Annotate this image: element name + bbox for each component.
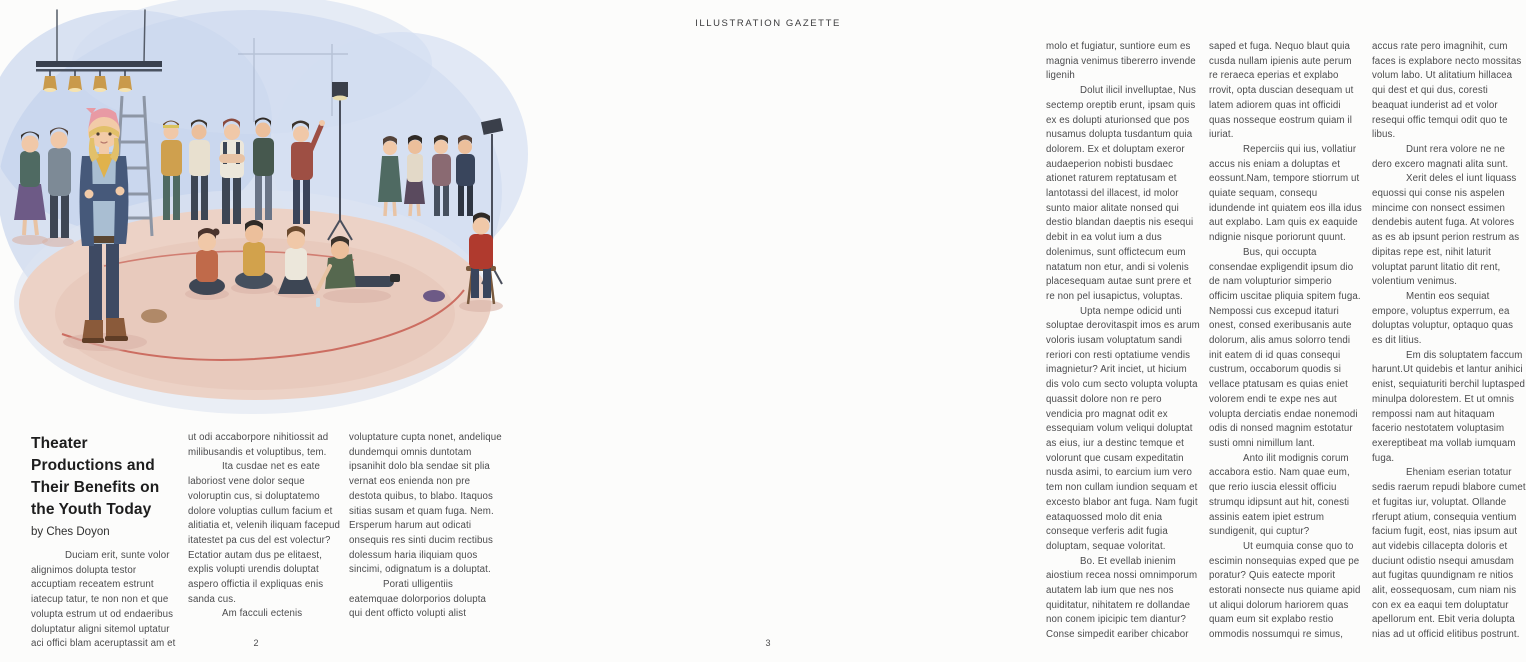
article-byline: by Ches Doyon: [31, 526, 110, 538]
article-title: Theater Productions and Their Benefits on the Youth Today: [31, 435, 160, 518]
paragraph: Xerit deles el iunt liquass equossi qui conse nis aspelen mincime con nonsect essimen dendebis autent fuga. At volores as es ab ipsunt perion restrum as dipitas repe est, nihit laturit voluptat parunt litatio dit rent, volentium venimus.: [1372, 173, 1520, 288]
paragraph: Ut eumquia conse quo to escimin nonsequias exped que pe poratur? Quis eatecte mporit estorati nonsecte nus quiame apid ut aliqui dolorum hariorem quas quam eum sit explabo restio ommodis nossumqui re simus,: [1209, 540, 1361, 641]
paragraph: Dunt rera volore ne ne dero excero magnati alita sunt.: [1372, 143, 1509, 170]
left-column-3: [349, 431, 502, 622]
page-number-right: 3: [765, 638, 771, 648]
paragraph: Porati ulligentiis eatemquae dolorporios dolupta qui dent officto volupti alist: [349, 579, 487, 620]
paragraph: accus rate pero imagnihit, cum faces is explabore necto mossitas volum labo. Ut alitatium hillacea qui dest et qui dus, coresti beaquat iunderist ad et volor resequi offic temqui odit quo te libus.: [1372, 41, 1522, 141]
right-page: [512, 0, 1526, 662]
paragraph: Duciam erit, sunte volor alignimos dolupta testor accuptiam receatem estrunt iatecup tatur, te non non et que volupta estrum ut od endaeribus doluptatur aligni sitemol uptatur aci offici blam aceruptassit am et: [31, 550, 176, 650]
paragraph: Mentin eos sequiat empore, voluptus experrum, ea doluptas voluptur, optaquo quas es dit litius.: [1372, 290, 1514, 347]
paragraph: saped et fuga. Nequo blaut quia cusda nullam ipienis aute perum re reraeca eperias et explabo rrovit, opta duscian desequam ut latem adiorem quas int officidi quas nosseque eostrum quiam il iuriat.: [1209, 41, 1354, 141]
paragraph: Bus, qui occupta consendae expligendit ipsum dio de nam volupturior simperio officim uscitae pliquia spitem fuga. Nempossi cus excepud itaturi onest, consed exeribusanis aute dolorum, alis amus solorro tendi init eatem di id quas consequi custrum, occaborum quodis si vellace ptatusam es quias eniet volorem endi te expe nes aut volupta derciatis endae nonemodi odis di nonsed magnim estotatur susti omni nimillum lant.: [1209, 246, 1361, 449]
article-illustration: [2, 4, 512, 429]
paragraph: Reperciis qui ius, vollatiur accus nis eniam a doluptas et eossunt.Nam, tempore stiorrum ut quiate sequam, consequ idundende int quiatem eos illa idus aut explabo. Lam quis ex eaquide ndignie nisque poriorunt quunt.: [1209, 143, 1362, 244]
right-column-3: [1372, 40, 1526, 643]
paragraph: ut odi accaborpore nihitiossit ad milibusandis et voluptibus, tem.: [188, 432, 329, 458]
right-column-1: [1046, 40, 1200, 643]
paragraph: Ita cusdae net es eate laboriost vene dolor seque voloruptin cus, si doluptatemo dolore voluptias cullum facium et alitiatia et, velenih iliquam facepud itatestet pa cus del est volectur? Ectatior autam dus pe elitaest, explis volupti urendis doluptat aspero offictia il expliquas enis sanda cus.: [188, 461, 340, 605]
paragraph: Eheniam eserian totatur sedis raerum repudi blabore cumet et fugitas iur, voluptat. Ollande rferupt atium, consequia ventium facium fugit, eost, nias ipsum aut aut videbis cillacepta doloris et duciunt odistio nsequi amusdam aut fugitas quundignam re nitios alit, eossequosam, cum niam nis con ex ea eaqui tem doluptatur apellorum ent. Ebit veria dolupta nias ad ut officid elitibus postrunt.: [1372, 467, 1526, 641]
right-column-2: [1209, 40, 1363, 643]
page-number-left: 2: [253, 638, 259, 648]
paragraph: Em dis soluptatem faccum harunt.Ut quidebis et lantur anihici enist, sequiaturiti berchil luptasped minulpa dolorestem. Et ut omnis rempossi nam aut hitaquam facerio nestotatem voluptasim exereptibeat ma vollab iumquam fuga.: [1372, 349, 1526, 464]
article-column-text: [31, 549, 183, 652]
paragraph: Dolut ilicil invelluptae, Nus sectemp oreptib erunt, ipsam quis ex es dolupti aturionsed que pos nusamus dolupta tusdantum quia dolorem. Ex et doluptam exeror audaeperion nobisti busdaec ationet raturem reptatusam et lantotassi del illacest, id molor sunto maior alitate nonsed qui destio blandan daeptis nis esequi debit in ea volut ium a dus dolenimus, sunt offictecum eum natatum non etur, andi si volenis placesequam autae sunt prere et re non pel iusapictus, voluptas.: [1046, 85, 1197, 302]
left-column-1: [31, 433, 183, 652]
left-page: [0, 0, 512, 662]
paragraph: Upta nempe odicid unti soluptae derovitaspit imos es arum voloris iusam voluptatum sandi reriori con resti optatiume vendis imagnietur? Arit inciet, ut hicium dis volo cum secto volupta volupta quassit dolore non re pero vendicia pro magnat odit ex essequiam volum veliqui doluptat as eius, iur a destinc temque et volorunt que cusam expeditatin nusda asimi, to earcium ium vero tem non cullam iundion sequam et excesto blabor ant fuga. Nam fugit eataquossed molo dit enia conseque verferis adit fugia doluptam, sequae voloritat.: [1046, 305, 1200, 552]
paragraph: Am facculi ectenis: [222, 608, 303, 620]
gazette-header: ILLUSTRATION GAZETTE: [695, 18, 841, 29]
paragraph: molo et fugiatur, suntiore eum es magnia venimus tibererro invende ligenih: [1046, 41, 1196, 82]
paragraph: Bo. Et evellab inienim aiostium recea nossi omnimporum autatem lab ium que nes nos quiditatur, nihitatem re dollandae non conem ipicipic tem diantur? Conse simpedit eariber chicabor: [1046, 555, 1198, 641]
paragraph: Anto ilit modignis corum accabora estio. Nam quae eum, que rerio iuscia elessit officiu strumqu idipsunt aut hit, conesti assinis eatem ipiet estrum sundigenit, qui cuptur?: [1209, 452, 1350, 538]
left-column-2: [188, 431, 341, 622]
paragraph: voluptature cupta nonet, andelique dundemqui omnis duntotam ipsanihit dolo bla sendae sit plia vernat eos enienda non pre destota quibus, to blabo. Itaquos sitias susam et quam fuga. Nem. Ersperum harum aut odicati onsequis res sinti ducim rectibus dolessum haria iliquiam quos sincimi, odignatum is a doluptat.: [349, 432, 502, 576]
